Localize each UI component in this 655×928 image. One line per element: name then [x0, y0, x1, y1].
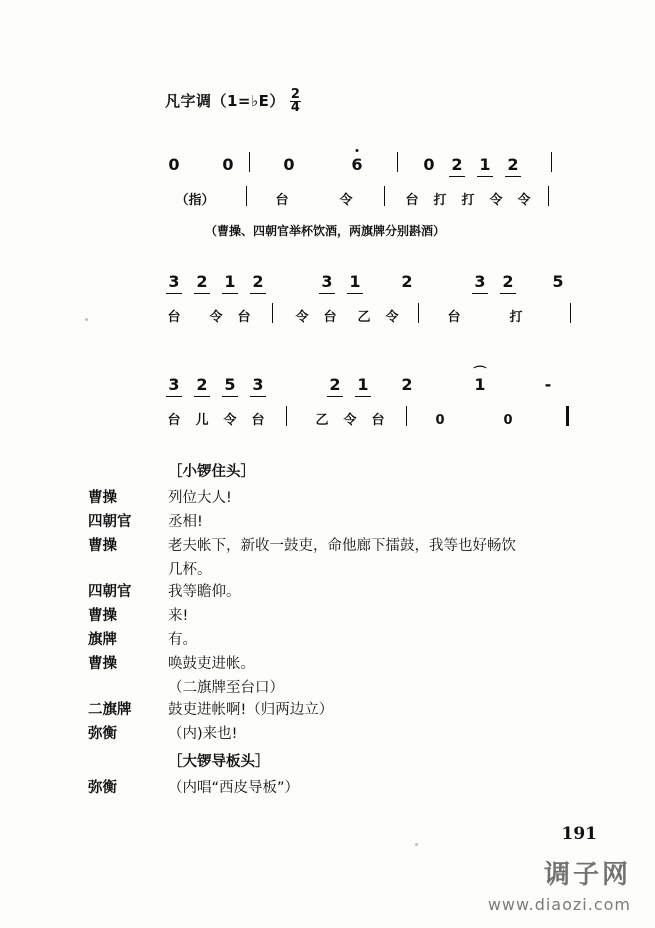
speaker-name: 曹操	[88, 656, 117, 673]
note: 1	[216, 272, 244, 291]
note: 3	[466, 272, 494, 291]
barline	[548, 186, 549, 206]
percussion-syllable: 台	[167, 413, 181, 428]
speaker-name: 旗牌	[88, 632, 117, 649]
speaker-text: 列位大人!	[168, 490, 232, 507]
music-line-2-pitch	[160, 265, 580, 291]
script-line	[88, 777, 578, 799]
note: 2	[321, 375, 349, 394]
percussion-syllable: 令	[343, 413, 357, 428]
barline	[384, 186, 385, 206]
music-line-1-percussion	[160, 182, 580, 208]
flat-symbol: ♭	[251, 91, 259, 110]
speaker-text: 丞相!	[168, 514, 203, 531]
script-line	[88, 581, 578, 603]
percussion-syllable: 台	[371, 413, 385, 428]
music-line-1-pitch	[160, 148, 580, 174]
percussion-syllable: 台	[275, 193, 289, 208]
note: -	[544, 375, 552, 394]
script-line	[88, 511, 578, 533]
percussion-syllable: 台	[447, 310, 461, 325]
script-line	[88, 699, 578, 721]
note: 3	[160, 272, 188, 291]
note: 1	[341, 272, 369, 291]
percussion-syllable: 乙	[315, 413, 329, 428]
note: 2	[188, 272, 216, 291]
speaker-text: 鼓吏进帐啊!（归两边立）	[168, 702, 334, 719]
script-line	[88, 653, 578, 675]
final-barline	[566, 406, 569, 426]
note: 2	[443, 155, 471, 174]
music-line-3-percussion	[160, 402, 580, 428]
speaker-text: 我等瞻仰。	[168, 584, 241, 601]
note: 3	[313, 272, 341, 291]
script-line	[88, 487, 578, 509]
speaker-text: 唤鼓吏进帐。	[168, 656, 255, 673]
key-note: E）	[258, 92, 285, 111]
meter-numerator: 2	[290, 87, 301, 102]
barline	[570, 303, 571, 323]
barline	[249, 152, 250, 172]
barline	[397, 152, 398, 172]
note: 3	[244, 375, 272, 394]
note: 2	[244, 272, 272, 291]
speaker-name: 四朝官	[88, 514, 132, 531]
note: 0	[423, 155, 435, 174]
key-label: 凡字调（1=	[165, 92, 252, 111]
barline	[418, 303, 419, 323]
percussion-syllable: （指）	[175, 193, 215, 208]
watermark	[488, 854, 631, 914]
percussion-syllable: 0	[435, 413, 445, 428]
music-line-3	[160, 368, 580, 428]
music-line-3-pitch	[160, 368, 580, 394]
script-line	[88, 723, 578, 745]
percussion-syllable: 台	[167, 310, 181, 325]
music-line-2-percussion	[160, 299, 580, 325]
script-line	[88, 629, 578, 651]
note: 0	[222, 155, 234, 174]
speaker-text: 来!	[168, 608, 189, 625]
speaker-name: 曹操	[88, 608, 117, 625]
speaker-name: 弥衡	[88, 726, 117, 743]
meter-fraction	[290, 89, 302, 115]
speaker-name: 二旗牌	[88, 702, 132, 719]
note: 2	[401, 272, 413, 291]
note: 0	[283, 155, 295, 174]
watermark-site-name: 调子网	[543, 860, 631, 890]
speaker-text: 有。	[168, 632, 197, 649]
percussion-syllable: 打	[433, 193, 447, 208]
percussion-syllable: 令	[489, 193, 503, 208]
percussion-syllable: 令	[223, 413, 237, 428]
speaker-text: 老夫帐下，新收一鼓吏，命他廊下擂鼓，我等也好畅饮	[168, 538, 516, 555]
note: 2	[499, 155, 527, 174]
percussion-syllable: 乙	[357, 310, 371, 325]
barline	[406, 406, 407, 426]
note: 2	[494, 272, 522, 291]
percussion-syllable: 0	[503, 413, 513, 428]
speaker-name: 曹操	[88, 490, 117, 507]
script-line	[88, 535, 578, 557]
percussion-syllable: 台	[237, 310, 251, 325]
stage-direction-1: （曹操、四朝官举杯饮酒，两旗牌分别斟酒）	[205, 224, 446, 238]
script-block	[88, 455, 578, 801]
scan-speck	[415, 843, 418, 846]
note: 5	[216, 375, 244, 394]
script-line	[88, 605, 578, 627]
speaker-name: 四朝官	[88, 584, 132, 601]
percussion-syllable: 打	[461, 193, 475, 208]
percussion-syllable: 令	[385, 310, 399, 325]
note: 5	[552, 272, 564, 291]
note: 2	[401, 375, 413, 394]
barline	[286, 406, 287, 426]
barline	[246, 186, 247, 206]
percussion-cue-marker-1: ［小锣住头］	[168, 464, 255, 480]
stage-direction-2: （二旗牌至台口）	[168, 680, 284, 697]
percussion-syllable: 令	[295, 310, 309, 325]
speaker-name: 曹操	[88, 538, 117, 555]
speaker-text: （内)来也!	[168, 726, 238, 743]
note: 3	[160, 375, 188, 394]
note: 2	[188, 375, 216, 394]
watermark-url: www.diaozi.com	[487, 895, 631, 914]
speaker-name: 弥衡	[88, 780, 117, 797]
barline	[272, 303, 273, 323]
note: ⌒ 1	[466, 375, 494, 394]
meter-denominator: 4	[290, 100, 301, 116]
note: 1	[349, 375, 377, 394]
note: 1	[471, 155, 499, 174]
percussion-syllable: 台	[251, 413, 265, 428]
music-line-2	[160, 265, 580, 325]
page-number: 191	[561, 824, 597, 844]
percussion-syllable: 打	[509, 310, 523, 325]
percussion-syllable: 儿	[195, 413, 209, 428]
speaker-text: （内唱“西皮导板”）	[168, 780, 300, 797]
note: 0	[168, 155, 180, 174]
key-signature-line	[165, 88, 301, 114]
percussion-cue-marker-2: ［大锣导板头］	[168, 754, 270, 771]
percussion-syllable: 令	[339, 193, 353, 208]
barline	[551, 152, 552, 172]
speaker-text-continued: 几杯。	[168, 562, 212, 579]
percussion-syllable: 台	[323, 310, 337, 325]
music-line-1	[160, 148, 580, 208]
percussion-syllable: 令	[209, 310, 223, 325]
percussion-syllable: 令	[517, 193, 531, 208]
percussion-syllable: 台	[405, 193, 419, 208]
scan-speck	[85, 318, 88, 321]
note: 6	[343, 155, 371, 174]
